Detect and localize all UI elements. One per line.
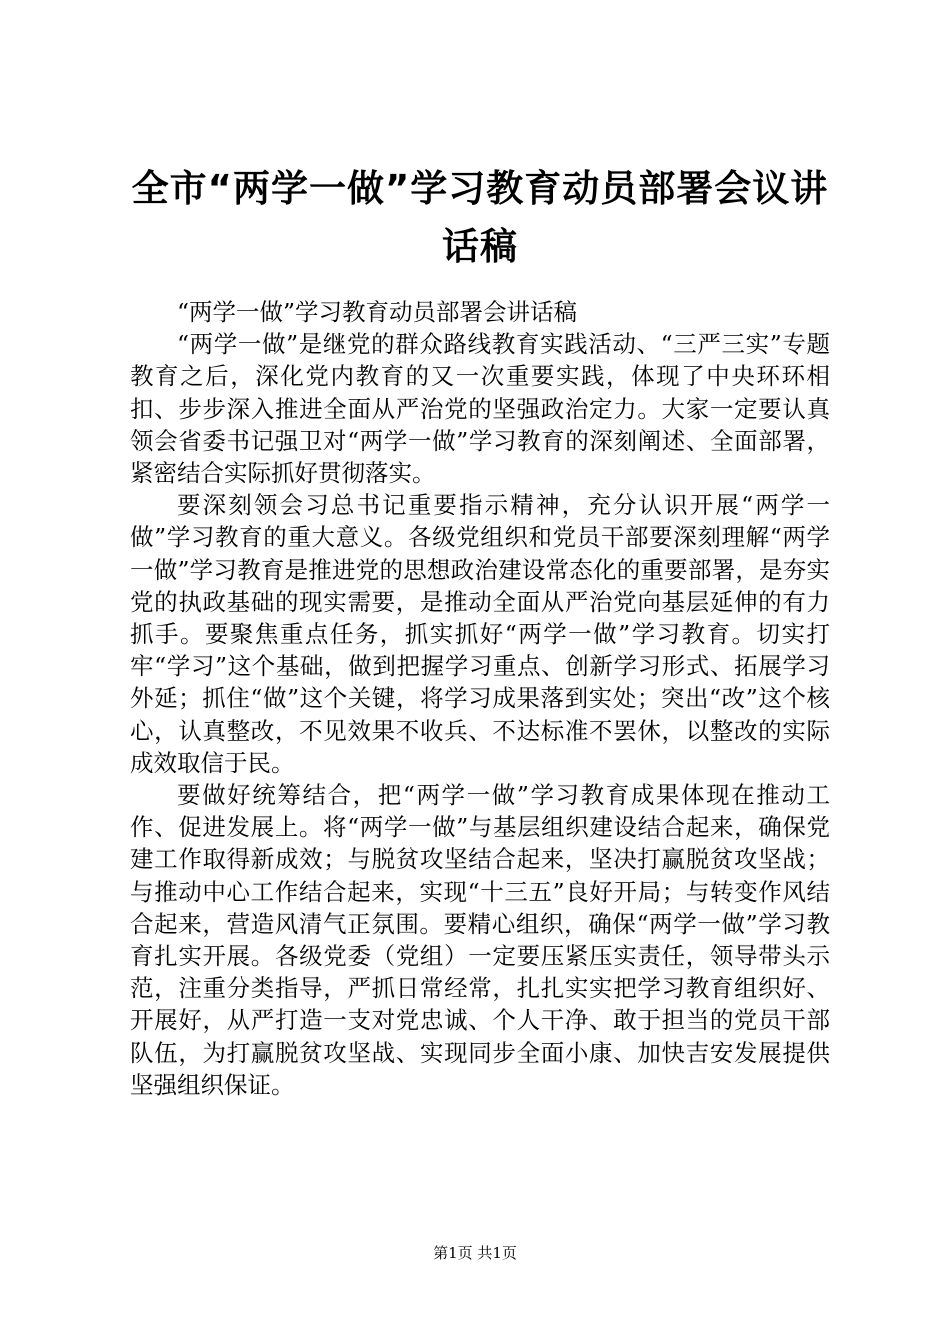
paragraph-3: 要做好统筹结合，把“两学一做”学习教育成果体现在推动工作、促进发展上。将“两学一做”与基层组织建设结合起来，确保党建工作取得新成效；与脱贫攻坚结合起来，坚决打赢脱贫攻坚战；与推动中心工作结合起来，实现“十三五”良好开局；与转变作风结合起来，营造风清气正氛围。要精心组织，确保“两学一做”学习教育扎实开展。各级党委（党组）一定要压紧压实责任，领导带头示范，注重分类指导，严抓日常经常，扎扎实实把学习教育组织好、开展好，从严打造一支对党忠诚、个人干净、敢于担当的党员干部队伍，为打赢脱贫攻坚战、实现同步全面小康、加快吉安发展提供坚强组织保证。 xyxy=(130,781,830,1099)
document-title: 全市“两学一做”学习教育动员部署会议讲话稿 xyxy=(131,167,829,268)
document-subtitle: “两学一做”学习教育动员部署会讲话稿 xyxy=(177,298,578,326)
paragraph-1: “两学一做”是继党的群众路线教育实践活动、“三严三实”专题教育之后，深化党内教育的又一次重要实践，体现了中央环环相扣、步步深入推进全面从严治党的坚强政治定力。大家一定要认真领会省委书记强卫对“两学一做”学习教育的深刻阐述、全面部署，紧密结合实际抓好贯彻落实。 xyxy=(130,330,830,488)
paragraph-2: 要深刻领会习总书记重要指示精神，充分认识开展“两学一做”学习教育的重大意义。各级党组织和党员干部要深刻理解“两学一做”学习教育是推进党的思想政治建设常态化的重要部署，是夯实党的执政基础的现实需要，是推动全面从严治党向基层延伸的有力抓手。要聚焦重点任务，抓实抓好“两学一做”学习教育。切实打牢“学习”这个基础，做到把握学习重点、创新学习形式、拓展学习外延；抓住“做”这个关键，将学习成果落到实处；突出“改”这个核心，认真整改，不见效果不收兵、不达标准不罢休，以整改的实际成效取信于民。 xyxy=(130,491,830,777)
document-body xyxy=(130,296,830,1101)
page-footer: 第1页 共1页 xyxy=(433,1244,517,1262)
